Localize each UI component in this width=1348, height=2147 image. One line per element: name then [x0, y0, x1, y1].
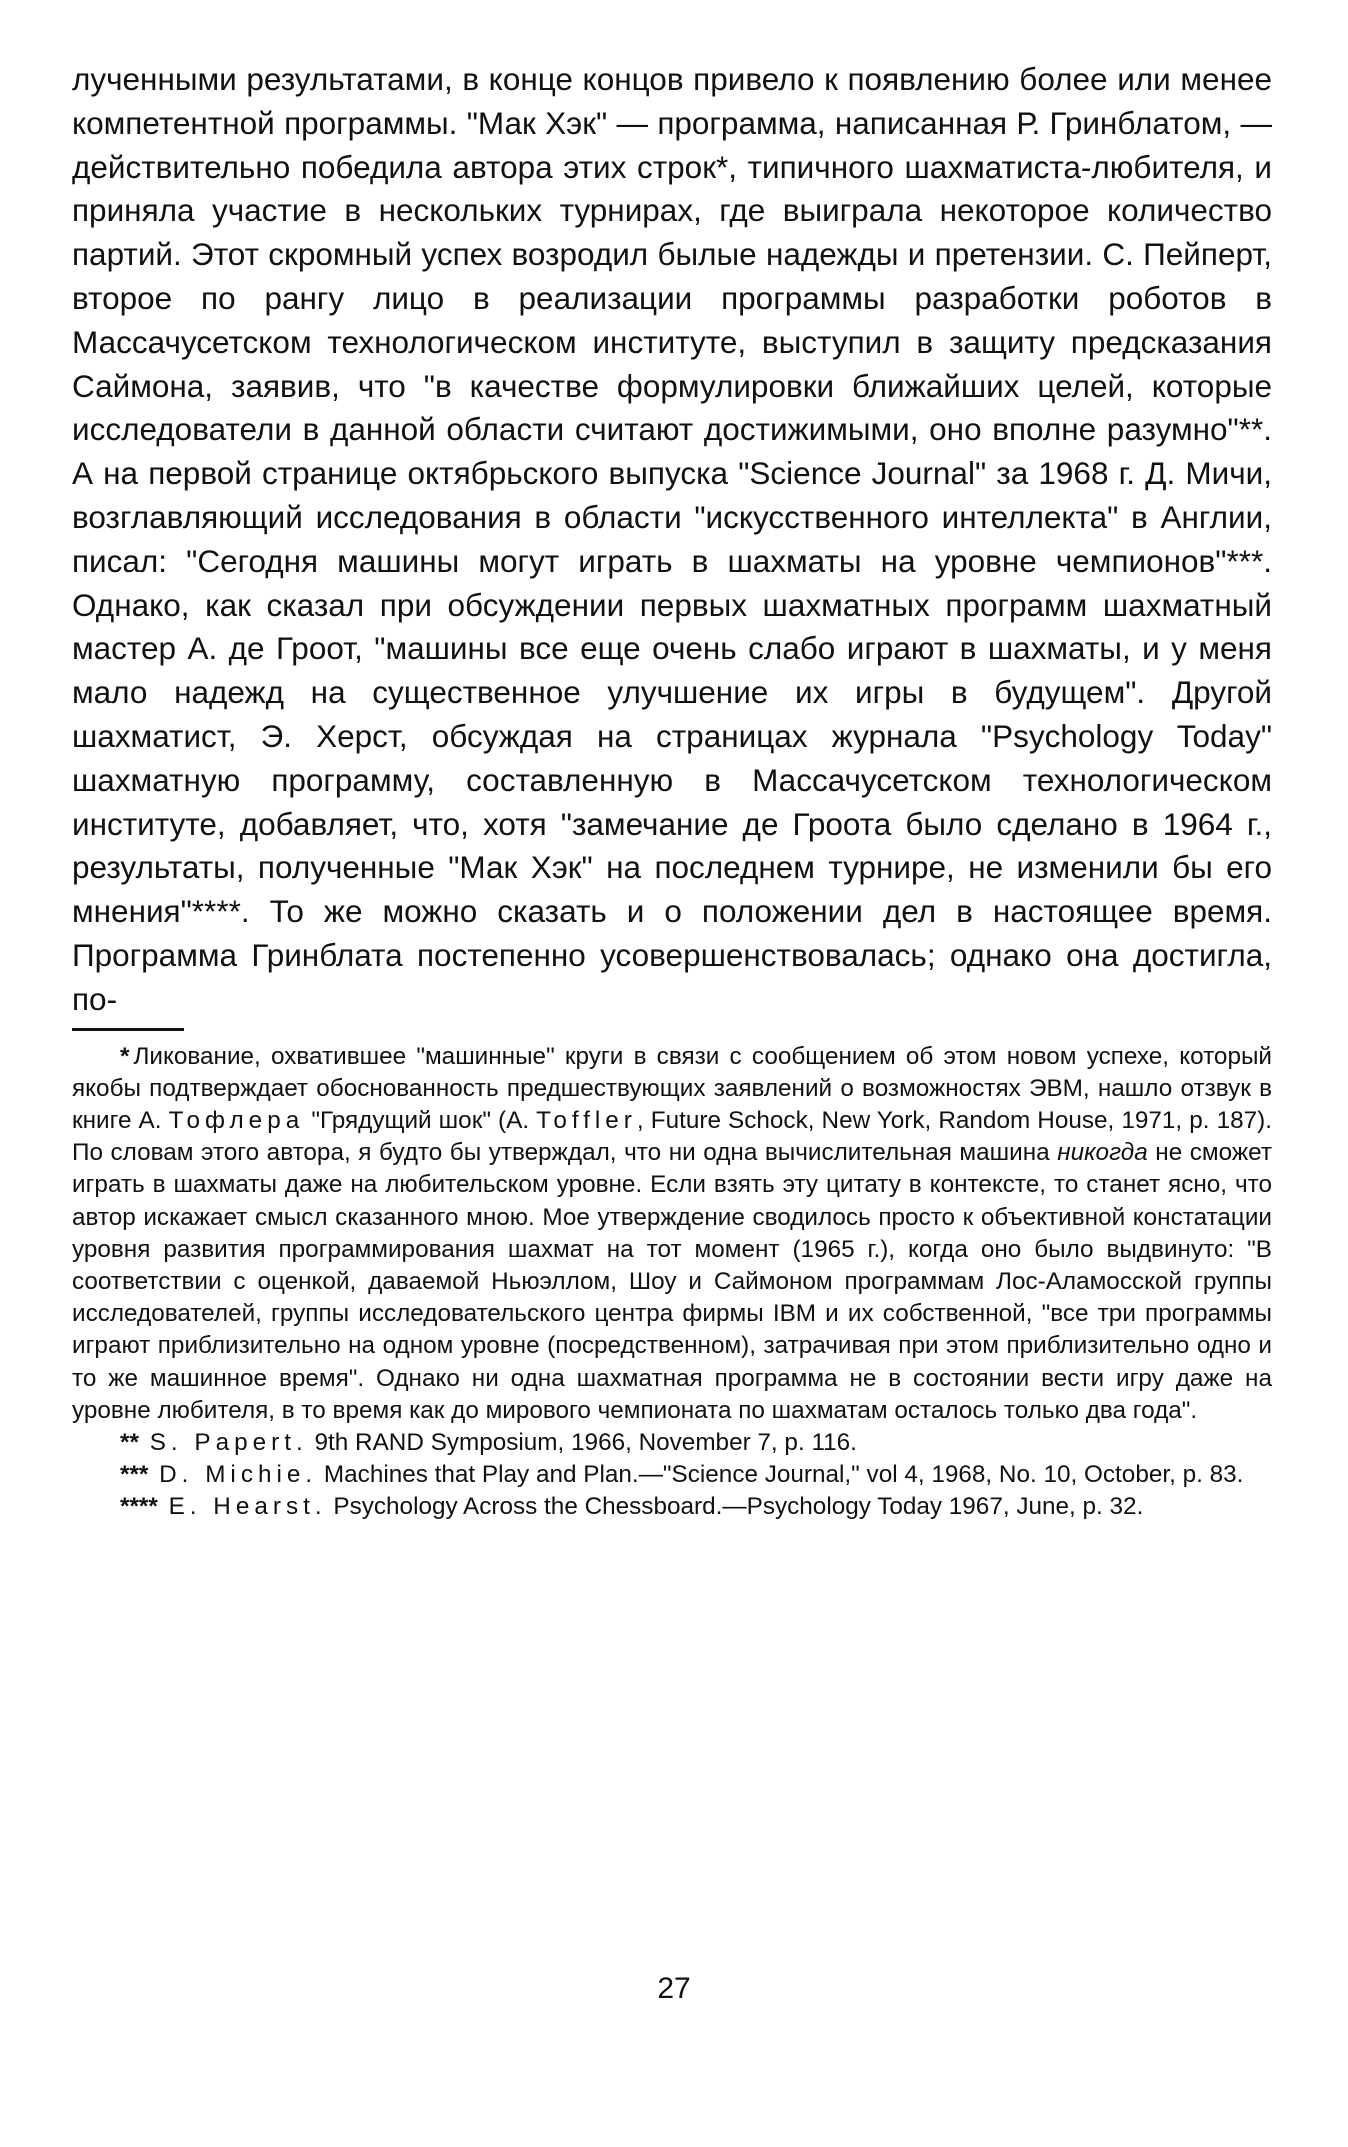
footnote-2-mark: **: [120, 1428, 139, 1456]
footnote-3: [72, 1459, 1272, 1491]
footnote-4-mark: ****: [120, 1493, 158, 1521]
footnote-4: [72, 1491, 1272, 1523]
footnote-1-author-ru: Тофлера: [168, 1106, 305, 1134]
footnote-3-text: Machines that Play and Plan.—"Science Journal," vol 4, 1968, No. 10, October, p. 83.: [323, 1461, 1244, 1489]
footnote-2-text: 9th RAND Symposium, 1966, November 7, p. 116.: [314, 1428, 857, 1456]
main-text-block: [72, 58, 1272, 1022]
footnote-2-author: S. Papert.: [149, 1428, 308, 1456]
footnote-3-author: D. Michie.: [159, 1461, 318, 1489]
footnote-divider: [72, 1028, 184, 1031]
page-number: 27: [657, 1972, 691, 2005]
footnote-1: [72, 1041, 1272, 1427]
main-paragraph: лученными результатами, в конце концов привело к появлению более или менее компетентной программы. "Мак Хэк" — программа, написанная Р. Гринблатом, — действительно победила автора этих строк*, типичного шахматиста-любителя, и приняла участие в нескольких турнирах, где выиграла некоторое количество партий. Этот скромный успех возродил былые надежды и претензии. С. Пейперт, второе по рангу лицо в реализации программы разработки роботов в Массачусетском технологическом институте, выступил в защиту предсказания Саймона, заявив, что "в качестве формулировки ближайших целей, которые исследователи в данной области считают достижимыми, оно вполне разумно"**. А на первой странице октябрьского выпуска "Science Journal" за 1968 г. Д. Мичи, возглавляющий исследования в области "искусственного интеллекта" в Англии, писал: "Сегодня машины могут играть в шахматы на уровне чемпионов"***. Однако, как сказал при обсуждении первых шахматных программ шахматный мастер А. де Гроот, "машины все еще очень слабо играют в шахматы, и у меня мало надежд на существенное улучшение их игры в будущем". Другой шахматист, Э. Херст, обсуждая на страницах журнала "Psychology Today" шахматную программу, составленную в Массачусетском технологическом институте, добавляет, что, хотя "замечание де Гроота было сделано в 1964 г., результаты, полученные "Мак Хэк" на последнем турнире, не изменили бы его мнения"****. То же можно сказать и о положении дел в настоящее время. Программа Гринблата постепенно усовершенствовалась; однако она достигла, по-: [72, 61, 1272, 1017]
footnotes-block: [72, 1041, 1272, 1524]
footnote-1-text-b: "Грядущий шок" (A.: [311, 1106, 530, 1134]
footnote-1-text-d: не сможет играть в шахматы даже на любительском уровне. Если взять эту цитату в контексте, то станет ясно, что автор искажает смысл сказанного мною. Мое утверждение сводилось просто к объективной констатации уровня развития программирования шахмат на тот момент (1965 г.), когда оно было выдвинуто: "В соответствии с оценкой, даваемой Ньюэллом, Шоу и Саймоном программам Лос-Аламосской группы исследователей, группы исследовательского центра фирмы IBM и их собственной, "все три программы играют приблизительно на одном уровне (посредственном), затрачивая при этом приблизительно одно и то же машинное время". Однако ни одна шахматная программа не в состоянии вести игру даже на уровне любителя, в то время как до мирового чемпионата по шахматам осталось только два года".: [72, 1139, 1272, 1424]
footnote-1-emphasis: никогда: [1057, 1139, 1148, 1167]
footnote-1-text-c: , Future Schock, New York, Random House, 1971, p. 187). По словам этого автора, я будто бы утверждал, что ни одна вычислительная машина: [72, 1106, 1272, 1167]
footnote-2: [72, 1427, 1272, 1459]
footnote-1-author-en: Toffler: [536, 1106, 637, 1134]
footnote-4-author: E. Hearst.: [168, 1493, 327, 1521]
footnote-3-mark: ***: [120, 1461, 149, 1489]
page-content: [72, 58, 1272, 1524]
footnote-1-text-a: Ликование, охватившее "машинные" круги в связи с сообщением об этом новом успехе, который якобы подтверждает обоснованность предшествующих заявлений о возможностях ЭВМ, нашло отзвук в книге А.: [72, 1042, 1272, 1134]
footnote-4-text: Psychology Across the Chessboard.—Psychology Today 1967, June, p. 32.: [333, 1493, 1144, 1521]
footnote-1-mark: *: [120, 1042, 130, 1070]
